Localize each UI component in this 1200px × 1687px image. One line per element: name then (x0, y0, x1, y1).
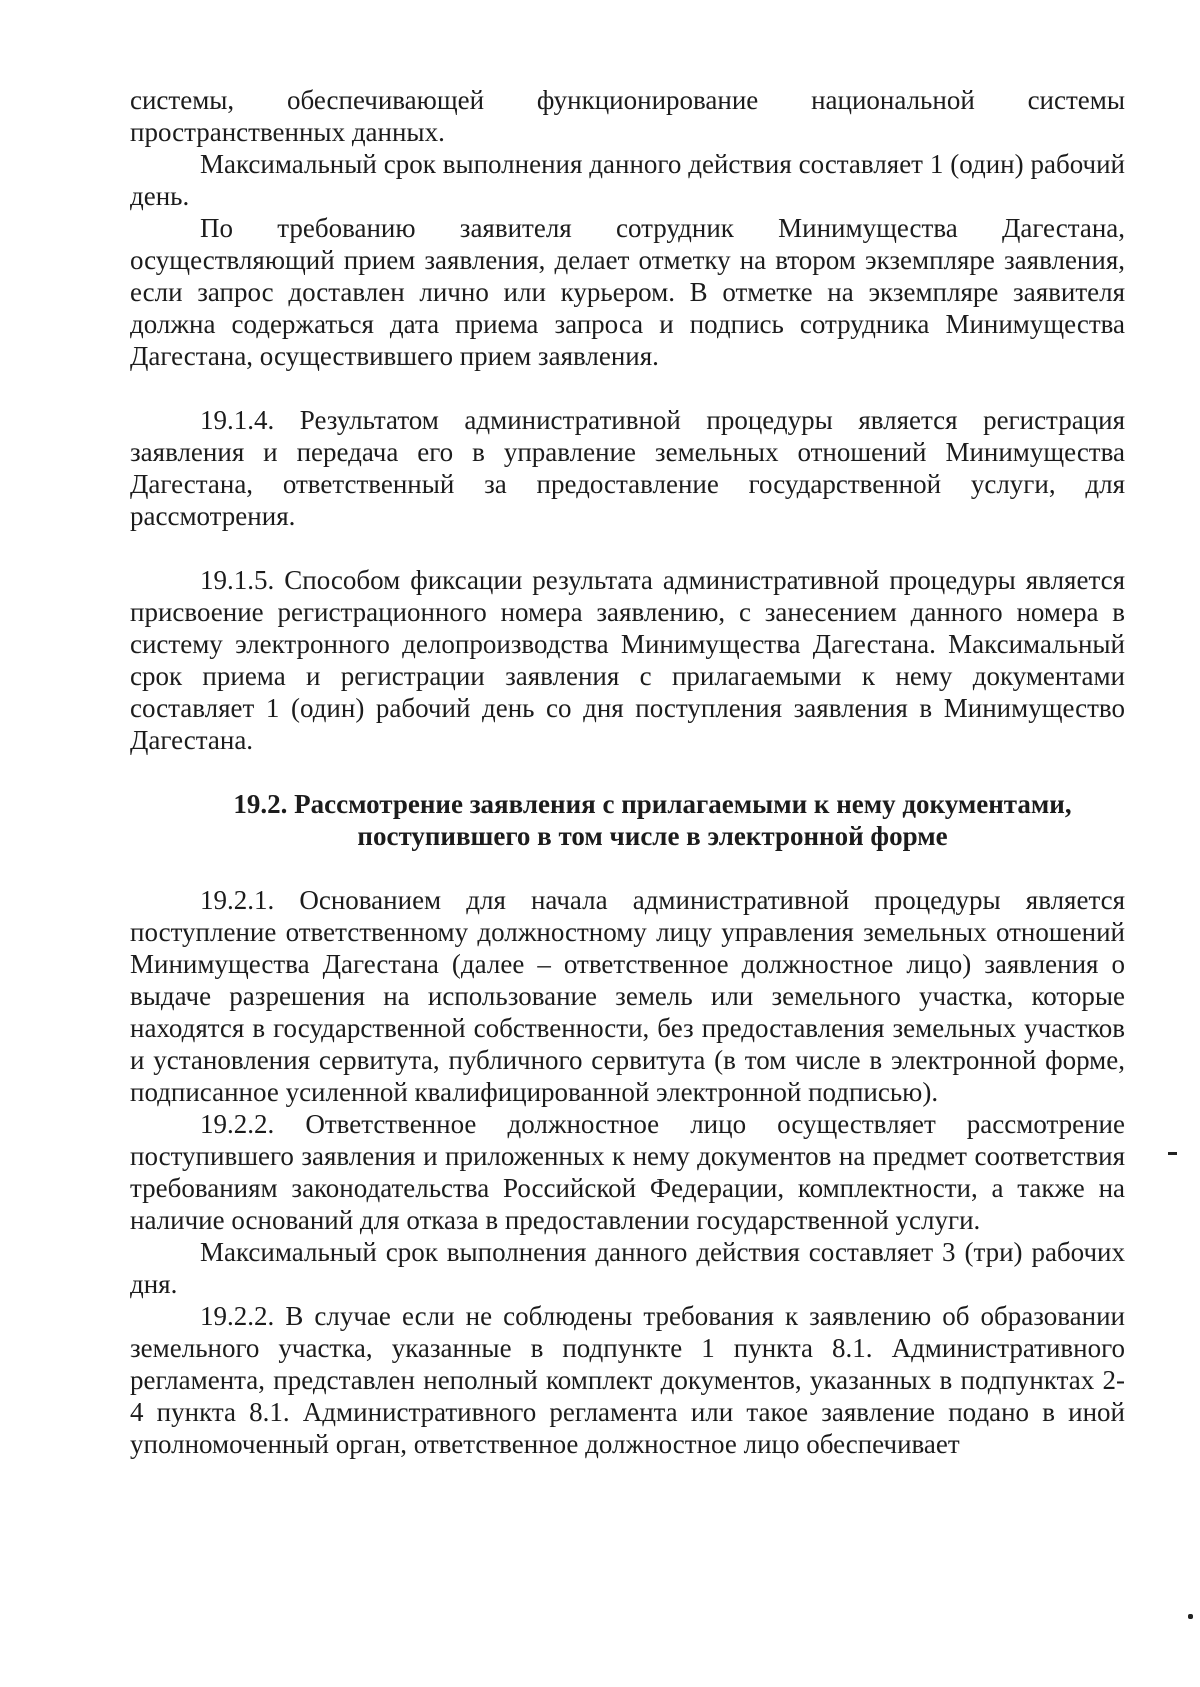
document-page (130, 84, 1125, 1460)
paragraph-max-term-3: Максимальный срок выполнения данного действия составляет 3 (три) рабочих дня. (130, 1237, 1125, 1299)
paragraph-max-term-1: Максимальный срок выполнения данного действия составляет 1 (один) рабочий день. (130, 149, 1125, 211)
paragraph-19-2-2-case: 19.2.2. В случае если не соблюдены требования к заявлению об образовании земельного участка, указанные в подпункте 1 пункта 8.1. Административного регламента, представлен неполный комплект документов, указанных в подпунктах 2-4 пункта 8.1. Административного регламента или такое заявление подано в иной уполномоченный орган, ответственное должностное лицо обеспечивает (130, 1301, 1125, 1459)
section-heading-19-2 (130, 788, 1125, 852)
paragraph-gap (130, 756, 1125, 788)
paragraph-continuation: системы, обеспечивающей функционирование национальной системы пространственных данных. (130, 85, 1125, 147)
paragraph-19-1-5: 19.1.5. Способом фиксации результата административной процедуры является присвоение регистрационного номера заявлению, с занесением данного номера в систему электронного делопроизводства Минимущества Дагестана. Максимальный срок приема и регистрации заявления с прилагаемыми к нему документами составляет 1 (один) рабочий день со дня поступления заявления в Минимущество Дагестана. (130, 565, 1125, 755)
paragraph-gap (130, 372, 1125, 404)
paragraph-applicant-request: По требованию заявителя сотрудник Минимущества Дагестана, осуществляющий прием заявления, делает отметку на втором экземпляре заявления, если запрос доставлен лично или курьером. В отметке на экземпляре заявителя должна содержаться дата приема запроса и подпись сотрудника Минимущества Дагестана, осуществившего прием заявления. (130, 213, 1125, 371)
paragraph-gap (130, 532, 1125, 564)
paragraph-gap (130, 852, 1125, 884)
heading-line-2: поступившего в том числе в электронной форме (357, 821, 948, 851)
scan-mark (1168, 1152, 1177, 1155)
paragraph-19-2-2: 19.2.2. Ответственное должностное лицо осуществляет рассмотрение поступившего заявления и приложенных к нему документов на предмет соответствия требованиям законодательства Российской Федерации, комплектности, а также на наличие оснований для отказа в предоставлении государственной услуги. (130, 1109, 1125, 1235)
paragraph-19-1-4: 19.1.4. Результатом административной процедуры является регистрация заявления и передача его в управление земельных отношений Минимущества Дагестана, ответственный за предоставление государственной услуги, для рассмотрения. (130, 405, 1125, 531)
scan-mark (1188, 1614, 1193, 1619)
heading-line-1: 19.2. Рассмотрение заявления с прилагаемыми к нему документами, (233, 789, 1072, 819)
paragraph-19-2-1: 19.2.1. Основанием для начала административной процедуры является поступление ответственному должностному лицу управления земельных отношений Минимущества Дагестана (далее – ответственное должностное лицо) заявления о выдаче разрешения на использование земель или земельного участка, которые находятся в государственной собственности, без предоставления земельных участков и установления сервитута, публичного сервитута (в том числе в электронной форме, подписанное усиленной квалифицированной электронной подписью). (130, 885, 1125, 1107)
